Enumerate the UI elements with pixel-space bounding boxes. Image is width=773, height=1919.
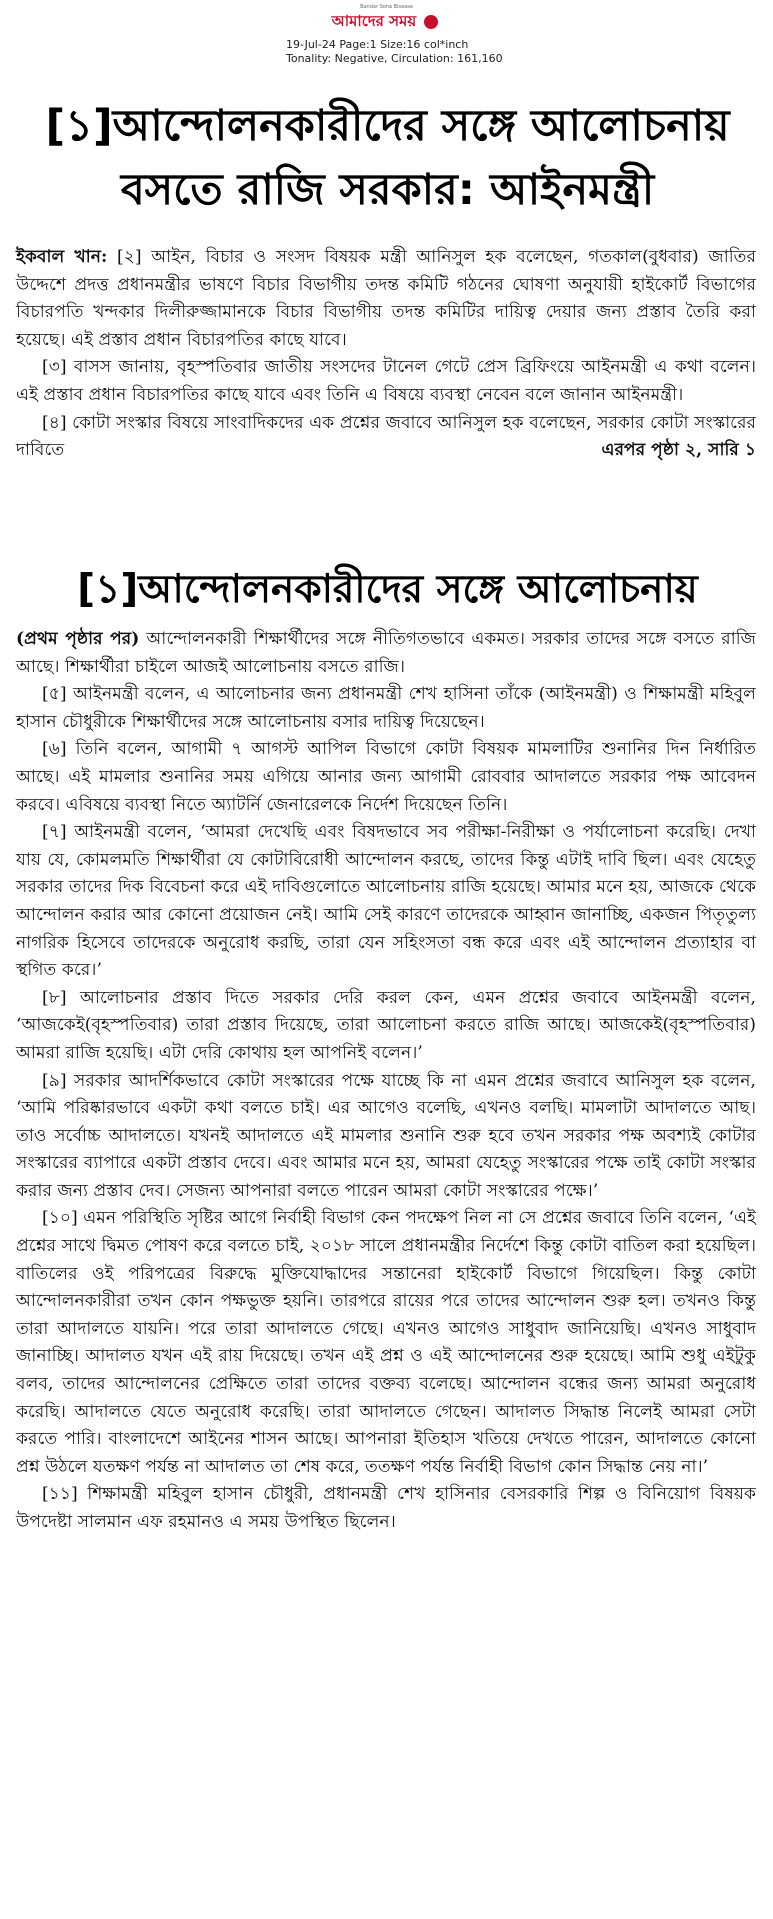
continuation-lead: (প্রথম পৃষ্ঠার পর) <box>16 629 140 649</box>
paragraph: [৮] আলোচনার প্রস্তাব দিতে সরকার দেরি করল কেন, এমন প্রশ্নের জবাবে আইনমন্ত্রী বলেন, ‘আজকেই(বৃহস্পতিবার) তারা প্রস্তাব দিয়েছে, তারা আলোচনা করতে রাজি আছে। আজকেই(বৃহস্পতিবার) আমরা রাজি হয়েছি। এটা দেরি কোথায় হল আপনিই বলেন।’ <box>16 987 756 1063</box>
continuation-headline: [১]আন্দোলনকারীদের সঙ্গে আলোচনায় <box>77 567 698 612</box>
paragraph: [৯] সরকার আদর্শিকভাবে কোটা সংস্কারের পক্ষে যাচ্ছে কি না এমন প্রশ্নের জবাবে আনিসুল হক বলেন, ‘আমি পরিষ্কারভাবে একটা কথা বলতে চাই। এর আগেও বলেছি, এখনও বলছি। মামলাটা আদালতে আছ। তাও সর্বোচ্চ আদালতে। যখনই আদালতে এই মামলার শুনানি শুরু হবে তখন সরকার পক্ষ অবশ্যই কোটার সংস্কারের ব্যাপারে একটা প্রস্তাব দেবে। এবং আমার মনে হয়, আমরা যেহেতু সংস্কারের পক্ষে তাই কোটা সংস্কার করার জন্য প্রস্তাব দেব। সেজন্য আপনারা বলতে পারেন আমরা কোটা সংস্কারের পক্ষে।’ <box>16 1070 756 1201</box>
masthead <box>0 4 773 31</box>
newspaper-logo <box>326 11 448 31</box>
clipping-metadata <box>286 38 546 66</box>
clip-meta-line2: Tonality: Negative, Circulation: 161,160 <box>286 52 503 65</box>
jump-reference[interactable]: এরপর পৃষ্ঠা ২, সারি ১ <box>601 440 756 461</box>
headline-line2: বসতে রাজি সরকার: আইনমন্ত্রী <box>120 165 655 215</box>
paragraph: [২] আইন, বিচার ও সংসদ বিষয়ক মন্ত্রী আনিসুল হক বলেছেন, গতকাল(বুধবার) জাতির উদ্দেশে প্রদত্ত প্রধানমন্ত্রীর ভাষণে বিচার বিভাগীয় তদন্ত কমিটি গঠনের ঘোষণা অনুযায়ী হাইকোর্ট বিভাগের বিচারপতি খন্দকার দিলীরুজ্জামানকে বিচার বিভাগীয় তদন্ত কমিটির দায়িত্ব দেয়ার জন্য প্রস্তাব তৈরি করা হয়েছে। এই প্রস্তাব প্রধান বিচারপতির কাছে যাবে। <box>16 247 756 350</box>
masthead-small-text: Bandar Sona Bisease <box>360 4 413 10</box>
paragraph: [৫] আইনমন্ত্রী বলেন, এ আলোচনার জন্য প্রধানমন্ত্রী শেখ হাসিনা তাঁকে (আইনমন্ত্রী) ও শিক্ষামন্ত্রী মহিবুল হাসান চৌধুরীকে শিক্ষার্থীদের সঙ্গে আলোচনায় বসার দায়িত্ব দিয়েছেন। <box>16 684 756 732</box>
byline: ইকবাল খান: <box>16 247 108 267</box>
continuation-body <box>16 626 756 1537</box>
article-body <box>16 244 756 465</box>
paragraph: আন্দোলনকারী শিক্ষার্থীদের সঙ্গে নীতিগতভাবে একমত। সরকার তাদের সঙ্গে বসতে রাজি আছে। শিক্ষার্থীরা চাইলে আজই আলোচনায় বসতে রাজি। <box>16 629 756 677</box>
paragraph: [৩] বাসস জানায়, বৃহস্পতিবার জাতীয় সংসদের টানেল গেটে প্রেস ব্রিফিংয়ে আইনমন্ত্রী এ কথা বলেন। এই প্রস্তাব প্রধান বিচারপতির কাছে যাবে এবং তিনি এ বিষয়ে ব্যবস্থা নেবেন বলে জানান আইনমন্ত্রী। <box>16 357 756 405</box>
clip-meta-line1: 19-Jul-24 Page:1 Size:16 col*inch <box>286 38 469 51</box>
paragraph: [৭] আইনমন্ত্রী বলেন, ‘আমরা দেখেছি এবং বিষদভাবে সব পরীক্ষা-নিরীক্ষা ও পর্যালোচনা করেছি। দেখা যায় যে, কোমলমতি শিক্ষার্থীরা যে কোটাবিরোধী আন্দোলন করছে, তাদের কিন্তু এটাই দাবি ছিল। এবং যেহেতু সরকার তাদের দিক বিবেচনা করে এই দাবিগুলোতে আলোচনায় রাজি হয়েছে। আমার মনে হয়, আজকে থেকে আন্দোলন করার আর কোনো প্রয়োজন নেই। আমি সেই কারণে তাদেরকে আহ্বান জানাচ্ছি, একজন পিতৃতুল্য নাগরিক হিসেবে তাদেরকে অনুরোধ করছি, তারা যেন সহিংসতা বন্ধ করে এবং এই আন্দোলন প্রত্যাহার বা স্থগিত করে।’ <box>16 822 756 981</box>
paragraph: [১০] এমন পরিস্থিতি সৃষ্টির আগে নির্বাহী বিভাগ কেন পদক্ষেপ নিল না সে প্রশ্নের জবাবে তিনি বলেন, ‘এই প্রশ্নের সাথে দ্বিমত পোষণ করে বলতে চাই, ২০১৮ সালে প্রধানমন্ত্রীর নির্দেশে কিন্তু কোটা বাতিল করা হয়েছিল। বাতিলের ওই পরিপত্রের বিরুদ্ধে মুক্তিযোদ্ধাদের সন্তানেরা হাইকোর্ট বিভাগে গিয়েছিল। কিন্তু কোটা আন্দোলনকারীরা তখন কোন পক্ষভুক্ত হয়নি। তারপরে রায়ের পরে তাদের আন্দোলন শুরু হল। তখনও কিন্তু তারা আদালতে যায়নি। পরে তারা আদালতে গেছে। এখনও আগেও সাধুবাদ জানিয়েছি। এখনও সাধুবাদ জানাচ্ছি। আদালত যখন এই রায় দিয়েছে। তখন এই প্রশ্ন ও এই আন্দোলনের শুরু হয়েছে। আমি শুধু এইটুকু বলব, তাদের আন্দোলনের প্রেক্ষিতে তারা তাদের বক্তব্য বলেছে। আন্দোলন বন্ধের জন্য আমরা অনুরোধ করেছি। আদালতে যেতে অনুরোধ করেছি। তারা আদালতে গেছেন। আদালত সিদ্ধান্ত নিলেই আমরা সেটা করতে পারি। বাংলাদেশে আইনের শাসন আছে। আপনারা ইতিহাস খতিয়ে দেখতে পারেন, আদালতে কোনো প্রশ্ন উঠলে যতক্ষণ পর্যন্ত না আদালত তা শেষ করে, ততক্ষণ পর্যন্ত নির্বাহী বিভাগ কোন সিদ্ধান্ত নেয় না।’ <box>16 1208 756 1477</box>
headline-line1: [১]আন্দোলনকারীদের সঙ্গে আলোচনায় <box>45 101 730 151</box>
paragraph-text: [৪] কোটা সংস্কার বিষয়ে সাংবাদিকদের এক প্রশ্নের জবাবে আনিসুল হক বলেছেন, সরকার কোটা সংস্কারের দাবিতে <box>16 412 756 461</box>
paragraph: [৬] তিনি বলেন, আগামী ৭ আগস্ট আপিল বিভাগে কোটা বিষয়ক মামলাটির শুনানির দিন নির্ধারিত আছে। এই মামলার শুনানির সময় এগিয়ে আনার জন্য আগামী রোববার আদালতে সরকার পক্ষ আবেদন করবে। এবিষয়ে ব্যবস্থা নিতে অ্যাটর্নি জেনারেলকে নির্দেশ দিয়েছেন তিনি। <box>16 739 756 815</box>
paragraph <box>16 410 756 465</box>
logo-badge-icon <box>424 15 438 29</box>
logo-text: আমাদের সময় <box>331 12 417 30</box>
paragraph: [১১] শিক্ষামন্ত্রী মহিবুল হাসান চৌধুরী, প্রধানমন্ত্রী শেখ হাসিনার বেসরকারি শিল্প ও বিনিয়োগ বিষয়ক উপদেষ্টা সালমান এফ রহমানও এ সময় উপস্থিত ছিলেন। <box>16 1484 756 1532</box>
